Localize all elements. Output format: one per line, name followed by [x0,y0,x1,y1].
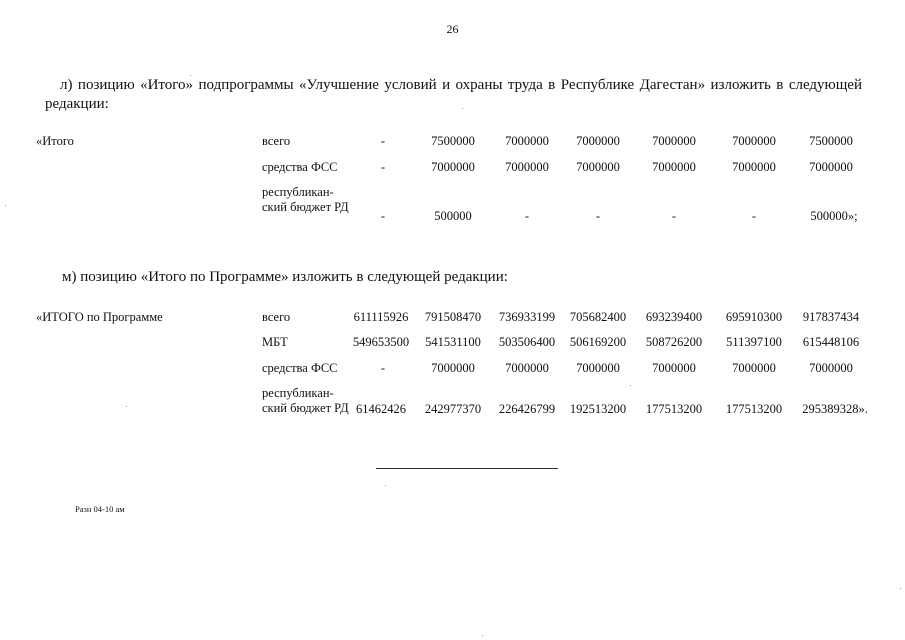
table-m-cell: 61462426 [356,402,406,416]
table-l-cell: 7000000 [732,134,776,148]
table-l-cell: 7000000 [576,134,620,148]
table-m-cell: 541531100 [425,335,481,349]
table-l-cell: 7500000 [431,134,475,148]
table-m-cell: 7000000 [576,361,620,375]
scan-speck [900,588,901,589]
table-l-cell: 7000000 [505,134,549,148]
scan-speck [190,75,191,76]
table-l-cell: 7500000 [809,134,853,148]
scan-speck [5,205,6,206]
table-m-cell: 791508470 [424,310,482,324]
scan-speck [482,635,483,636]
table-l-cell: 7000000 [505,160,549,174]
table-l-cell: 7000000 [652,134,696,148]
table-m-cell: 192513200 [569,402,627,416]
table-m-cell: 242977370 [424,402,482,416]
table-m-cell: 7000000 [431,361,475,375]
table-m-cell: - [380,361,386,375]
table-m-cell: 736933199 [498,310,556,324]
table-l-cell: 7000000 [576,160,620,174]
table-m-cell: 506169200 [569,335,627,349]
table-m-cell: 615448106 [802,335,860,349]
table-m-cell: 693239400 [645,310,703,324]
table-m-category-republic-budget: республикан-ский бюджет РД [262,386,349,415]
table-l-cell: 7000000 [652,160,696,174]
table-m-cell: 177513200 [645,402,703,416]
footer-note: Разн 04-10 ам [75,504,125,514]
table-l-label: «Итого [36,134,74,148]
table-m-category-mbt: МБТ [262,335,288,349]
table-l-cell: - [380,160,386,174]
table-m-cell: 177513200 [725,402,783,416]
table-l-cell: 500000 [434,209,472,223]
table-l-cell: - [671,209,677,223]
separator-rule [376,468,558,469]
table-l-cell: - [524,209,530,223]
table-l-category-total: всего [262,134,291,148]
table-m-cell: 7000000 [732,361,776,375]
table-l-cell: 7000000 [431,160,475,174]
table-m-category-total: всего [262,310,291,324]
table-m-cell: 7000000 [809,361,853,375]
scan-speck [126,406,127,407]
table-m-cell: 7000000 [652,361,696,375]
table-m-cell: 508726200 [645,335,703,349]
table-m-cell: 226426799 [498,402,556,416]
paragraph-m: м) позицию «Итого по Программе» изложить в следующей редакции: [62,269,508,285]
table-l-cell: - [380,209,386,223]
table-m-cell: 611115926 [353,310,409,324]
table-l-cell: - [595,209,601,223]
table-m-label: «ИТОГО по Программе [36,310,163,324]
table-l-cell: - [751,209,757,223]
table-m-cell: 295389328». [802,402,868,416]
table-m-cell: 503506400 [498,335,556,349]
table-l-cell: - [380,134,386,148]
table-l-cell: 500000»; [810,209,858,223]
table-m-cell: 511397100 [726,335,782,349]
table-m-cell: 549653500 [352,335,410,349]
table-l-cell: 7000000 [809,160,853,174]
table-l-category-republic-budget: республикан-ский бюджет РД [262,185,349,214]
scan-speck [385,485,386,486]
table-m-category-fss: средства ФСС [262,361,338,375]
table-m-cell: 917837434 [802,310,860,324]
table-l-category-fss: средства ФСС [262,160,338,174]
page-number: 26 [446,22,459,36]
table-l-cell: 7000000 [732,160,776,174]
paragraph-l: л) позицию «Итого» подпрограммы «Улучшение условий и охраны труда в Республике Дагестан» изложить в следующей редакции: [45,77,862,112]
table-m-cell: 705682400 [569,310,627,324]
scan-speck [630,385,631,386]
table-m-cell: 695910300 [725,310,783,324]
scan-speck [462,108,463,109]
table-m-cell: 7000000 [505,361,549,375]
